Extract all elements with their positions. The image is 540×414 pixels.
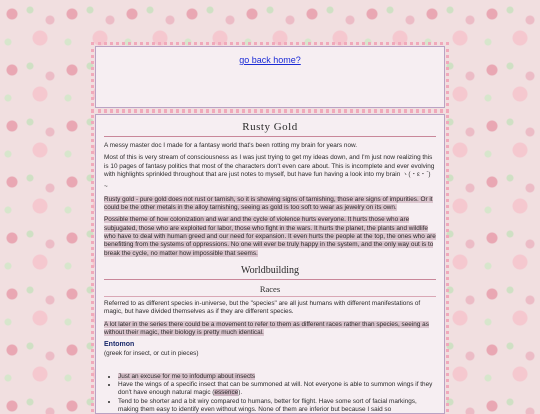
highlight: A lot later in the series there could be a movement to refer to them as different races rather than species, seeing as without their magic, their biology is pretty much identical. bbox=[104, 320, 429, 336]
list-item-text: Have the wings of a specific insect that can be summoned at will. Not everyone is able to summon wings if they don't have enough natural magic bbox=[118, 380, 433, 397]
navigation-panel bbox=[95, 46, 445, 108]
races-paragraph: Referred to as different species in-universe, but the "species" are all just humans with different manifestations of magic, but have divided themselves as if they are different species. bbox=[104, 299, 421, 316]
highlight: Possible theme of how colonization and war and the cycle of violence hurts everyone. It hurts those who are subjugated, those who are exploited for labor, those who fight in the wars. It hurts the planet, the plants and wildlife who have to deal with human greed and our need for expansion. It even hurts the people at the top, the ones who are benefitting from the systems of oppressions. No one will ever be truly happy in the system, and the only way out is to break the cycle, no matter how impossible that seems. bbox=[104, 216, 436, 257]
highlight: Just an excuse for me to infodump about insects bbox=[118, 372, 256, 380]
list-item bbox=[118, 398, 436, 414]
race-etymology: (greek for insect, or cut in pieces) bbox=[104, 350, 199, 358]
divider-tilde: ~ bbox=[104, 183, 108, 191]
note-paragraph: Most of this is very stream of consciousness as I was just trying to get my ideas down, and I'm just now realizing this is 10 pages of fantasy politics that most of the characters don't even care about. This is incomplete and ever evolving with highlights sprinkled throughout that are just notes to myself, but have fun having a look into my brain ヽ(・ε・`) bbox=[104, 154, 435, 178]
races-note bbox=[104, 321, 436, 338]
highlight: Rusty gold - pure gold does not rust or tarnish, so it is showing signs of tarnishing, those are signs of impurities. Or it could be the other metals in the alloy tarnishing, seeing as gold is too soft to wear as jewelry on its own. bbox=[104, 195, 433, 211]
list-item: • Have the wings of a specific insect that can be summoned at will. Not everyone is able to summon wings if they don't have enough natural magic (essence). bbox=[118, 381, 436, 398]
race-name-entomon: Entomon bbox=[104, 341, 135, 349]
essence-highlight: essence bbox=[214, 389, 239, 397]
document-panel bbox=[95, 114, 445, 414]
theme-paragraph bbox=[104, 216, 436, 258]
races-heading: Races bbox=[104, 284, 436, 297]
list-item bbox=[118, 373, 436, 381]
list-item-text: Tend to be shorter and a bit wiry compared to humans, better for flight. Have some sort of facial markings, making them easy to identify even without wings. None of them are inferior but because I said so bbox=[118, 397, 417, 413]
entomon-list bbox=[104, 373, 436, 414]
worldbuilding-heading: Worldbuilding bbox=[104, 265, 436, 280]
intro-paragraph: A messy master doc I made for a fantasy world that's been rotting my brain for years now. bbox=[104, 142, 358, 149]
list-item-text-end: ). bbox=[238, 389, 243, 397]
rusty-gold-definition bbox=[104, 196, 436, 213]
home-link[interactable]: go back home? bbox=[239, 55, 301, 65]
page-title: Rusty Gold bbox=[104, 121, 436, 137]
